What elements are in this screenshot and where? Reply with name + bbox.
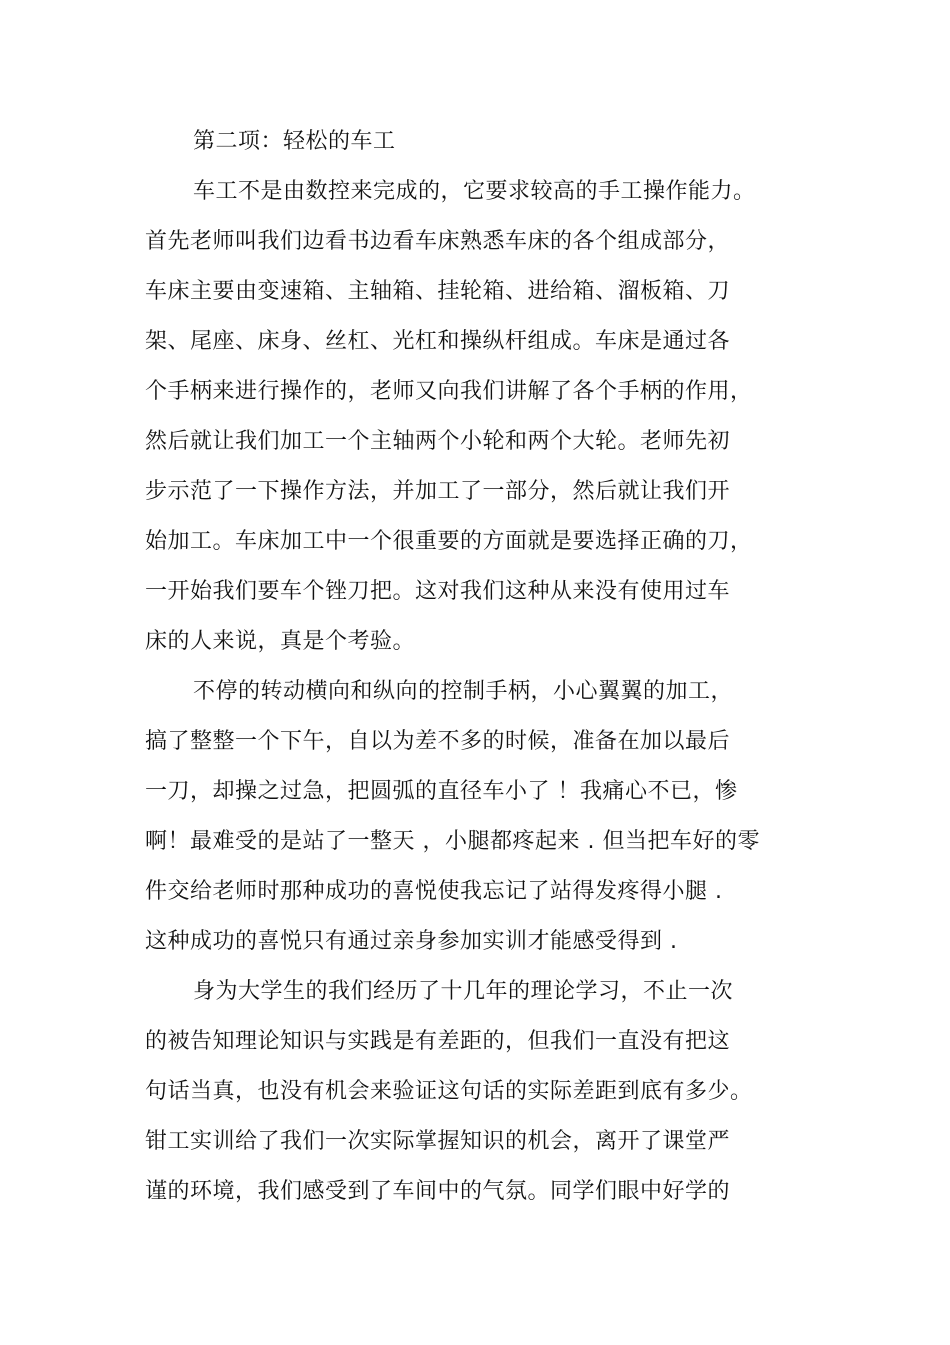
paragraph-line: 个手柄来进行操作的，老师又向我们讲解了各个手柄的作用，: [145, 379, 753, 404]
paragraph-line: 然后就让我们加工一个主轴两个小轮和两个大轮。老师先初: [145, 429, 731, 454]
paragraph-line: 一开始我们要车个锉刀把。这对我们这种从来没有使用过车: [145, 579, 731, 604]
paragraph-line: 的被告知理论知识与实践是有差距的，但我们一直没有把这: [145, 1029, 731, 1054]
paragraph-line: 身为大学生的我们经历了十几年的理论学习，不止一次: [193, 979, 734, 1004]
paragraph-line: 句话当真，也没有机会来验证这句话的实际差距到底有多少。: [145, 1079, 753, 1104]
paragraph-line: 谨的环境，我们感受到了车间中的气氛。同学们眼中好学的: [145, 1179, 731, 1204]
paragraph-line: 车工不是由数控来完成的，它要求较高的手工操作能力。: [193, 179, 756, 204]
paragraph-line: 步示范了一下操作方法，并加工了一部分，然后就让我们开: [145, 479, 731, 504]
paragraph-line: 首先老师叫我们边看书边看车床熟悉车床的各个组成部分，: [145, 229, 731, 254]
paragraph-line: 这种成功的喜悦只有通过亲身参加实训才能感受得到 .: [145, 929, 678, 954]
paragraph-line: 钳工实训给了我们一次实际掌握知识的机会，离开了课堂严: [145, 1129, 731, 1154]
paragraph-line: 一刀，却操之过急，把圆弧的直径车小了 ！我痛心不已，惨: [145, 779, 738, 804]
section-heading: 第二项：轻松的车工: [193, 129, 396, 154]
paragraph-line: 架、尾座、床身、丝杠、光杠和操纵杆组成。车床是通过各: [145, 329, 731, 354]
paragraph-line: 车床主要由变速箱、主轴箱、挂轮箱、进给箱、溜板箱、刀: [145, 279, 731, 304]
paragraph-line: 始加工。车床加工中一个很重要的方面就是要选择正确的刀，: [145, 529, 753, 554]
paragraph-line: 搞了整整一个下午，自以为差不多的时候，准备在加以最后: [145, 729, 731, 754]
paragraph-line: 不停的转动横向和纵向的控制手柄，小心翼翼的加工，: [193, 679, 734, 704]
paragraph-line: 床的人来说，真是个考验。: [145, 629, 416, 654]
paragraph-line: 件交给老师时那种成功的喜悦使我忘记了站得发疼得小腿 .: [145, 879, 723, 904]
paragraph-line: 啊！最难受的是站了一整天 ，小腿都疼起来 . 但当把车好的零: [145, 829, 760, 854]
